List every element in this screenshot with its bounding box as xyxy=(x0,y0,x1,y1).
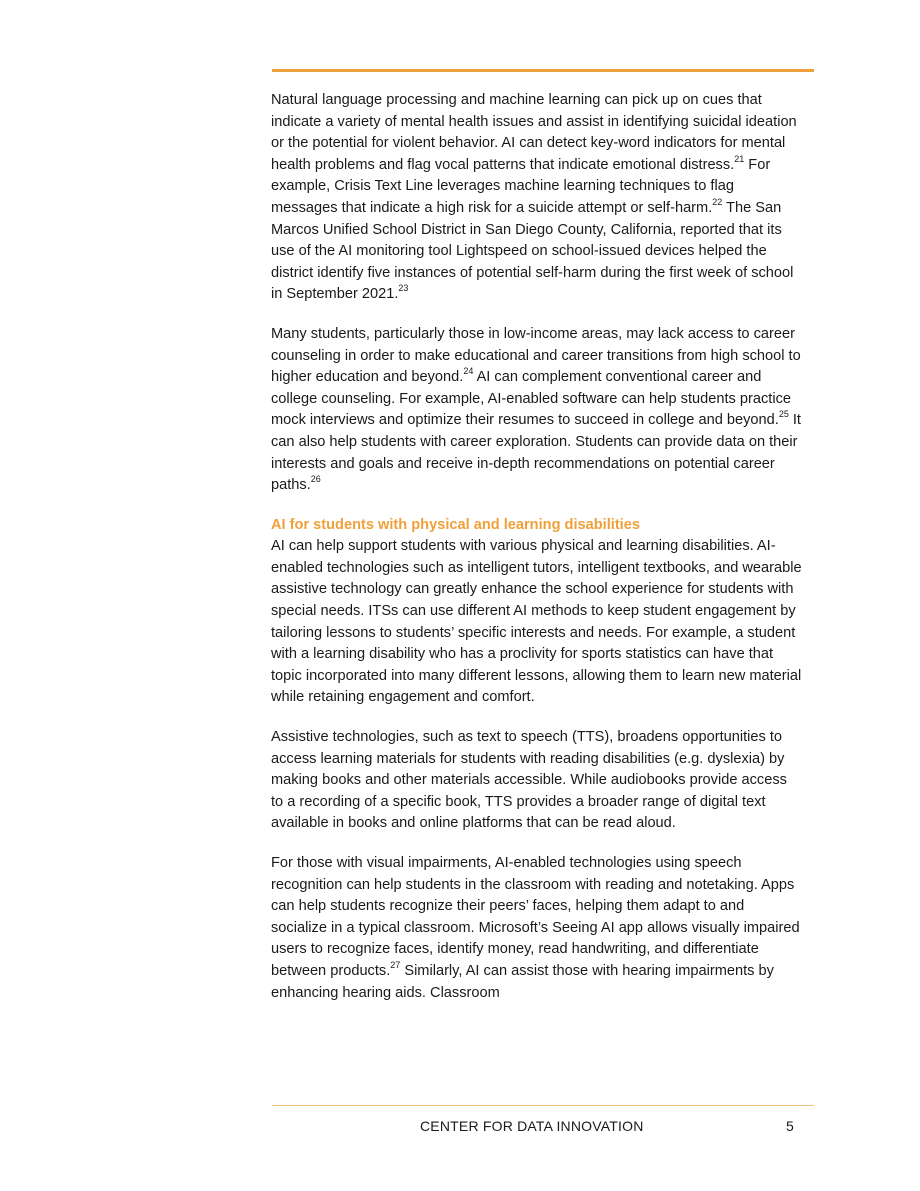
paragraph-text: AI can complement conventional career and college counseling. For example, AI-enabled software can help students practice mock interviews and optimize their resumes to succeed in college and beyond. xyxy=(271,369,792,429)
paragraph-mental-health xyxy=(271,90,803,306)
footnote-ref-25[interactable]: 25 xyxy=(778,409,789,420)
footnote-ref-26[interactable]: 26 xyxy=(310,474,321,485)
footer-organization: CENTER FOR DATA INNOVATION xyxy=(420,1118,644,1134)
paragraph-text: For those with visual impairments, AI-enabled technologies using speech recognition can help students in the classroom with reading and notetaking. Apps can help students recognize their peers’ faces, helping them adapt to and socialize in a typical classroom. Microsoft’s Seeing AI app allows visually impaired users to recognize faces, identify money, read handwriting, and differentiate between products. xyxy=(271,855,800,979)
footnote-ref-23[interactable]: 23 xyxy=(398,283,409,294)
section-heading: AI for students with physical and learning disabilities xyxy=(271,516,640,533)
paragraph-text: The San Marcos Unified School District in San Diego County, California, reported that its use of the AI monitoring tool Lightspeed on school-issued devices helped the district identify five instances of potential self-harm during the first week of school in September 2021. xyxy=(271,199,794,303)
paragraph-text: Natural language processing and machine learning can pick up on cues that indicate a variety of mental health issues and assist in identifying suicidal ideation or the potential for violent behavior. AI can detect key-word indicators for mental health problems and flag vocal patterns that indicate emotional distress. xyxy=(271,92,797,173)
paragraph-text: For example, Crisis Text Line leverages machine learning techniques to flag messages that indicate a high risk for a suicide attempt or self-harm. xyxy=(271,156,771,216)
paragraph-career-counseling xyxy=(271,324,803,497)
footer-rule xyxy=(272,1105,814,1106)
paragraph-disabilities: AI can help support students with various physical and learning disabilities. AI-enabled technologies such as intelligent tutors, intelligent textbooks, and wearable assistive technology can greatly enhance the school experience for students with special needs. ITSs can use different AI methods to keep student engagement by tailoring lessons to students’ specific interests and needs. For example, a student with a learning disability who has a proclivity for sports statistics can have that topic incorporated into many different lessons, allowing them to learn new material while retaining engagement and comfort. xyxy=(271,538,802,706)
paragraph-assistive-tech: Assistive technologies, such as text to speech (TTS), broadens opportunities to access learning materials for students with reading disabilities (e.g. dyslexia) by making books and other materials accessible. While audiobooks provide access to a recording of a specific book, TTS provides a broader range of digital text available in books and online platforms that can be read aloud. xyxy=(271,729,787,832)
footnote-ref-27[interactable]: 27 xyxy=(390,960,401,971)
header-rule xyxy=(272,69,814,72)
paragraph-text: Many students, particularly those in low-income areas, may lack access to career counseling in order to make educational and career transitions from high school to higher education and beyond. xyxy=(271,325,801,386)
footnote-ref-22[interactable]: 22 xyxy=(712,197,723,208)
page-number: 5 xyxy=(786,1118,794,1134)
footnote-ref-24[interactable]: 24 xyxy=(463,366,474,377)
body-text xyxy=(271,90,803,1022)
footnote-ref-21[interactable]: 21 xyxy=(734,153,745,164)
paragraph-visual-impairments xyxy=(271,853,803,1004)
paragraph-text: It can also help students with career exploration. Students can provide data on their interests and goals and receive in-depth recommendations on potential career paths. xyxy=(271,412,801,494)
paragraph-text: Similarly, AI can assist those with hearing impairments by enhancing hearing aids. Classroom xyxy=(271,962,774,1001)
